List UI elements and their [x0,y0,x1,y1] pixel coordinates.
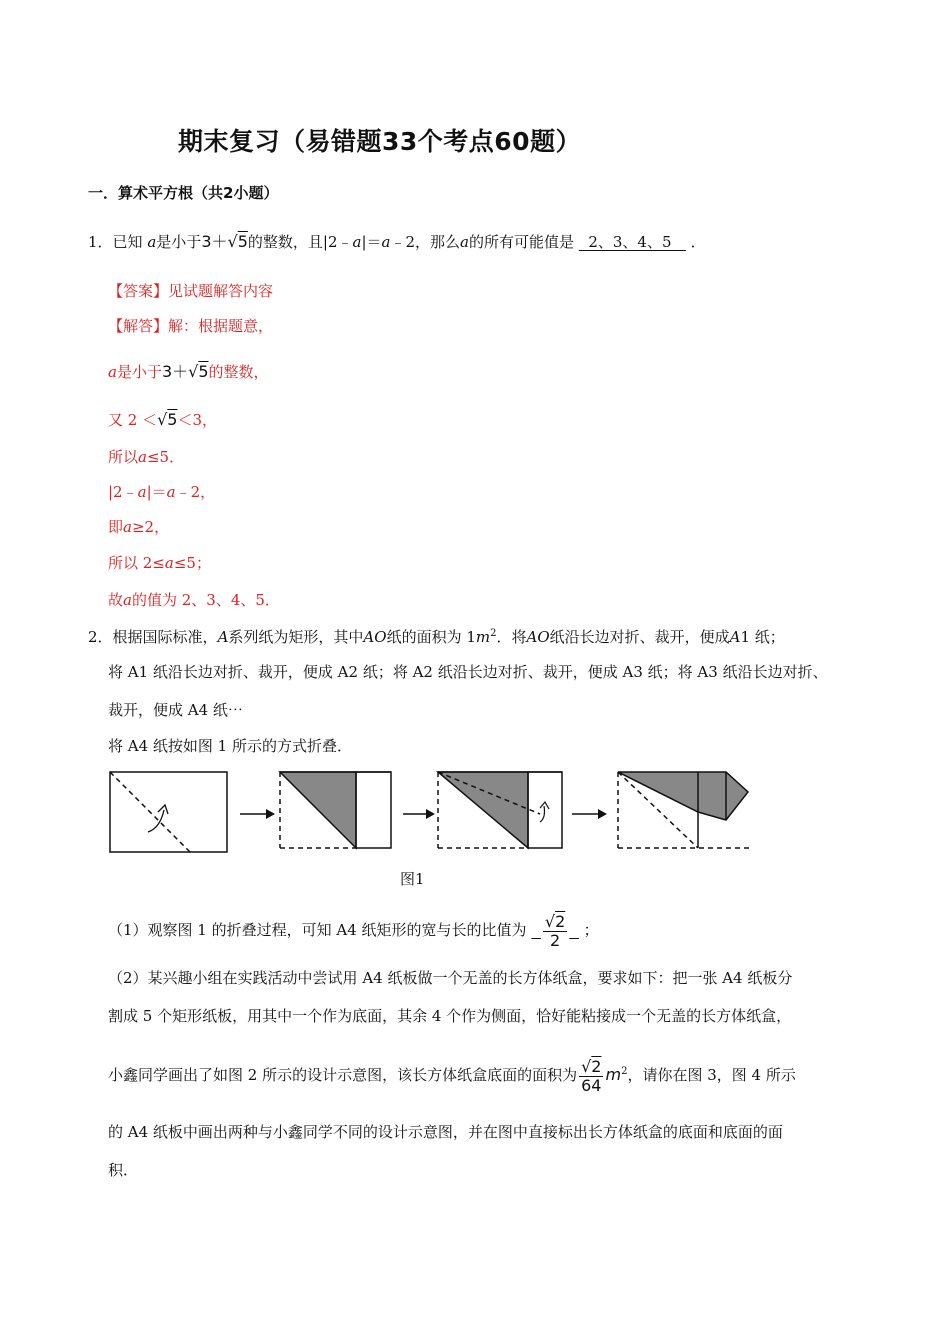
q1-solution-label: 【解答】解：根据题意， [108,317,274,335]
question-2-line-4: 将 A4 纸按如图 1 所示的方式折叠． [108,737,352,755]
question-1: 1．已知 a是小于3＋√5的整数，且|2﹣a|＝a﹣2，那么a的所有可能值是 2、3、4、5 ． [88,232,706,251]
expr-3-plus-root5: 3＋√5 [201,232,248,251]
q1-solution-line-7: 故a的值为 2、3、4、5． [108,591,280,609]
fig1-step-4 [618,772,750,848]
q1-solution-line-4: |2﹣a|＝a﹣2， [108,483,216,501]
q2-part-2-line-2: 割成 5 个矩形纸板，用其中一个作为底面，其余 4 个作为侧面，恰好能粘接成一个无盖的长方体纸盒， [108,1007,792,1025]
arrow-2 [403,809,435,819]
q1-solution-line-3: 所以a≤5． [108,448,185,466]
question-2-line-3: 裁开，便成 A4 纸⋯ [108,701,243,719]
arrow-1 [240,809,275,819]
q2-part-2-line-3: 小鑫同学画出了如图 2 所示的设计示意图，该长方体纸盒底面的面积为 $\frac{√2}{64}$ $m^2$，请你在图 3，图 4 所示 [108,1056,796,1095]
q1-solution-line-6: 所以 2≤a≤5； [108,554,211,572]
fig1-step-2 [280,772,391,848]
page-title: 期末复习（易错题33个考点60题） [178,127,582,156]
q2-part-2-line-4: 的 A4 纸板中画出两种与小鑫同学不同的设计示意图，并在图中直接标出长方体纸盒的底面和底面的面 [108,1123,783,1141]
q1-solution-line-2: 又 2 ＜√5＜3， [108,410,218,429]
q1-number: 1． [88,233,113,251]
q2-part-2-line-1: （2）某兴趣小组在实践活动中尝试用 A4 纸板做一个无盖的长方体纸盒，要求如下：把一张 A4 纸板分 [108,969,793,987]
figure-1-caption: 图1 [400,870,425,888]
fig1-step-3 [438,772,562,848]
q2-number: 2． [88,628,113,646]
q1-answer-label: 【答案】见试题解答内容 [108,282,274,300]
fig1-step-1 [110,772,227,852]
fraction-root2-over-2: $\frac{√2}{2}$ [544,911,566,950]
q1-solution-line-1: a是小于3＋√5的整数， [108,362,269,381]
q2-part-1-answer-blank [531,911,578,950]
section-heading: 一．算术平方根（共2小题） [88,184,279,202]
q1-solution-line-5: 即a≥2， [108,518,170,536]
question-2-line-1: 2．根据国际标准，A系列纸为矩形，其中AO纸的面积为 $1m^2$．将AO纸沿长边对折、裁开，便成A1 纸； [88,628,785,646]
question-2-line-2: 将 A1 纸沿长边对折、裁开，便成 A2 纸；将 A2 纸沿长边对折、裁开，便成 A3 纸；将 A3 纸沿长边对折、 [108,663,828,681]
q1-answer-blank: 2、3、4、5 [588,233,672,251]
q2-part-2-line-5: 积． [108,1161,139,1179]
arrow-3 [572,809,607,819]
q2-part-1: （1）观察图 1 的折叠过程，可知 A4 纸矩形的宽与长的比值为 $\frac{√2}{2}$ ； [108,911,599,950]
fraction-root2-over-64: $\frac{√2}{64}$ [581,1056,602,1095]
figure-1-folding-diagram [100,762,760,858]
